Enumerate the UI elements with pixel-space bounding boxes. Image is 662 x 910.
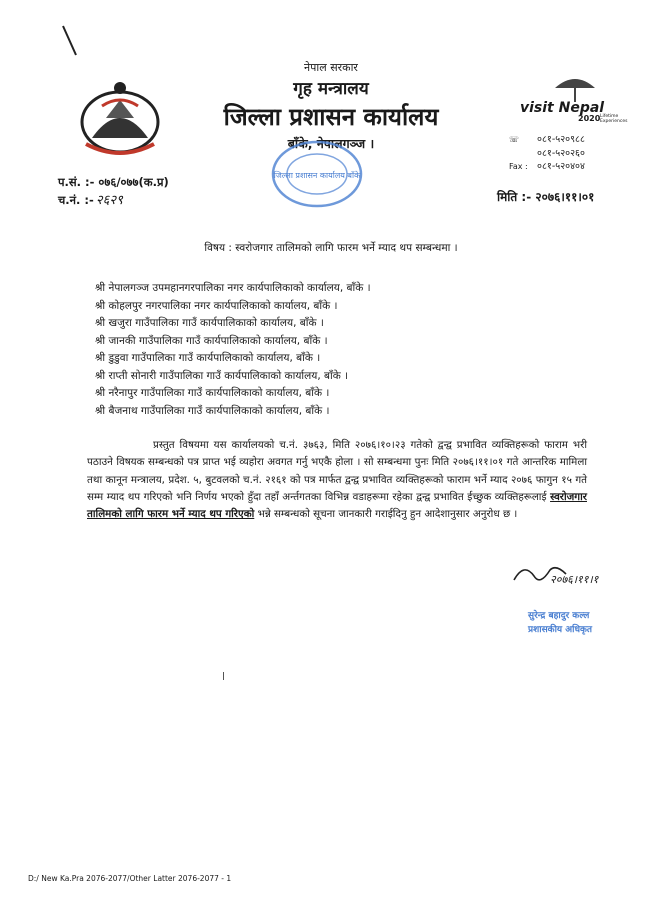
chn-label: च.नं. :-	[58, 193, 94, 207]
signature-date: २०७६।११।१	[550, 573, 599, 586]
body-emphasis: स्वरोजगार तालिमको लागि फारम भर्ने म्याद थप गरिएको	[87, 490, 587, 521]
body-part-1: प्रस्तुत विषयमा यस कार्यालयको च.नं. ३७६३, मिति २०७६।१०।२३ गतेको द्वन्द्व प्रभावित व्यक्तिहरूको फाराम भरी पठाउने विषयक सम्बन्धको पत्र प्राप्त भई व्यहोरा अवगत गर्नु भएकै होला । सो सम्बन्धमा पुनः मिति २०७६।११।०१ गते आन्तरिक मामिला तथा कानून मन्त्रालय, प्रदेश. ५, बुटवलको च.नं. २१६१ को पत्र मार्फत द्वन्द्व प्रभावित व्यक्तिहरूको फाराम भर्ने म्याद २०७६ फागुन १५ गते सम्म म्याद थप गरिएको भनि निर्णय भएको हुँदा तहाँ अर्न्तगतका विभिन्न वडाहरूमा रहेका द्वन्द्व प्रभावित ईच्छुक व्यक्तिहरूलाई	[87, 439, 587, 503]
recipient-item: श्री खजुरा गाउँपालिका गाउँ कार्यपालिकाको कार्यालय, बाँके ।	[95, 317, 324, 329]
contact-block	[509, 133, 585, 174]
recipient-item: श्री कोहलपुर नगरपालिका नगर कार्यपालिकाको कार्यालय, बाँके ।	[95, 299, 338, 312]
visit-tagline: Lifetime Experiences	[600, 114, 628, 124]
stamp-text: जिल्ला प्रशासन कार्यालय बाँके	[273, 171, 361, 180]
fax-label: Fax :	[509, 162, 528, 171]
letter-date: मिति :- २०७६।११।०१	[497, 190, 595, 204]
recipient-item: श्री नेपालगञ्ज उपमहानगरपालिका नगर कार्यपालिकाको कार्यालय, बाँके ।	[95, 282, 371, 294]
signatory-name: सुरेन्द्र बहादुर कल्ल	[528, 611, 590, 621]
phone-2: ०८१-५२०२६०	[537, 147, 585, 159]
recipient-item: श्री डुडुवा गाउँपालिका गाउँ कार्यपालिकाको कार्यालय, बाँके ।	[95, 352, 321, 364]
recipient-item: श्री बैजनाथ गाउँपालिका गाउँ कार्यपालिकाको कार्यालय, बाँके ।	[95, 404, 330, 417]
visit-text: visit Nepal	[520, 100, 605, 116]
fax-number: ०८१-५२०४०४	[537, 161, 585, 172]
reference-block	[58, 173, 169, 210]
office-stamp	[270, 138, 365, 213]
ps-number: प.सं. :- ०७६/०७७(क.प्र)	[58, 175, 169, 189]
stray-mark	[223, 672, 224, 680]
header-location: बाँके, नेपालगञ्ज ।	[287, 136, 375, 151]
visit-year: 2020	[578, 114, 601, 123]
umbrella-icon	[520, 70, 630, 104]
file-path-footer: D:/ New Ka.Pra 2076-2077/Other Latter 2076-2077 - 1	[28, 874, 232, 883]
signature-block	[510, 560, 640, 640]
phone-1: ०८१-५२०९८८	[537, 134, 585, 145]
recipient-item: श्री राप्ती सोनारी गाउँपालिका गाउँ कार्यपालिकाको कार्यालय, बाँके ।	[95, 369, 349, 382]
recipient-item: श्री जानकी गाउँपालिका गाउँ कार्यपालिकाको कार्यालय, बाँके ।	[95, 334, 328, 347]
body-paragraph	[87, 437, 587, 523]
subject-line: विषय : स्वरोजगार तालिमको लागि फारम भर्ने म्याद थप सम्बन्धमा ।	[204, 242, 458, 254]
header-ministry: गृह मन्त्रालय	[293, 79, 369, 99]
scan-mark	[60, 24, 80, 58]
signatory-title: प्रशासकीय अधिकृत	[528, 625, 593, 635]
chn-value: २६२९	[95, 193, 123, 208]
recipient-item: श्री नरैनापुर गाउँपालिका गाउँ कार्यपालिकाको कार्यालय, बाँके ।	[95, 387, 330, 399]
header-govt: नेपाल सरकार	[304, 61, 358, 74]
phone-icon: ☏	[509, 135, 520, 144]
recipient-list	[95, 280, 371, 420]
header-office: जिल्ला प्रशासन कार्यालय	[223, 103, 439, 131]
visit-nepal-logo	[520, 70, 630, 130]
body-part-2: भन्ने सम्बन्धको सूचना जानकारी गराईदिनु हुन आदेशानुसार अनुरोध छ ।	[257, 508, 518, 521]
